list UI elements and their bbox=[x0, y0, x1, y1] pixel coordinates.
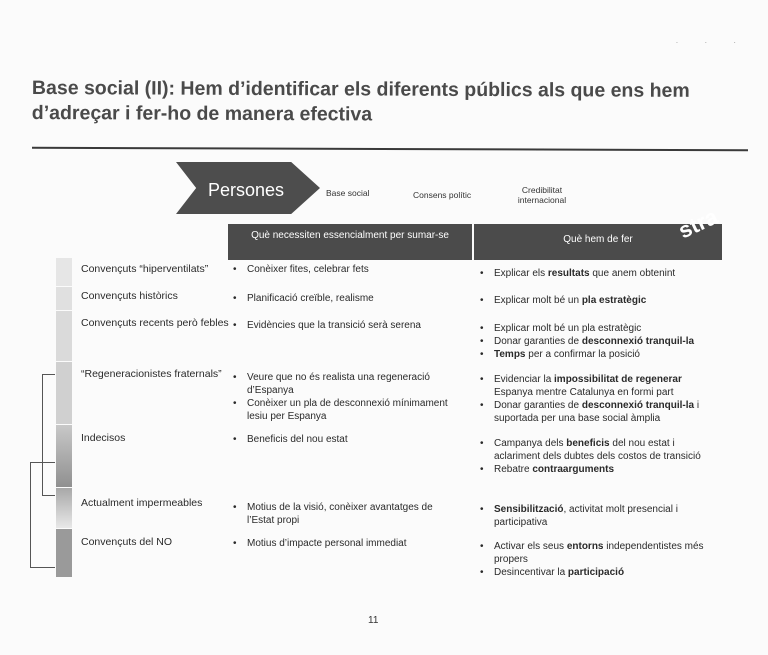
row-bar bbox=[56, 362, 72, 424]
stage-consens-politic: Consens polític bbox=[413, 190, 472, 200]
header-needs: Què necessiten essencialment per sumar-se bbox=[228, 224, 472, 260]
action-item: • Explicar molt bé un pla estratègic bbox=[480, 294, 720, 307]
actions-cell bbox=[480, 294, 720, 307]
page-number: 11 bbox=[368, 615, 379, 626]
needs-item: • Planificació creïble, realisme bbox=[233, 292, 455, 305]
action-item: • Activar els seus entorns independentistes més propers bbox=[480, 540, 720, 566]
needs-cell bbox=[233, 537, 455, 550]
stage-credibilitat: Credibilitat internacional bbox=[517, 185, 567, 205]
slide-title: Base social (II): Hem d’identificar els diferents públics als que ens hem d’adreçar i fer-ho de manera efectiva bbox=[31, 76, 690, 126]
bracket-outer bbox=[30, 462, 55, 568]
row-bar bbox=[56, 311, 72, 361]
needs-cell bbox=[233, 501, 455, 527]
row-bar bbox=[56, 529, 72, 577]
row-bar bbox=[56, 425, 72, 487]
needs-item: • Veure que no és realista una regeneració d’Espanya bbox=[233, 371, 455, 397]
action-item: • Desincentivar la participació bbox=[480, 566, 720, 579]
action-item: • Rebatre contraarguments bbox=[480, 463, 720, 476]
actions-cell bbox=[480, 373, 720, 425]
row-label: Convençuts històrics bbox=[81, 290, 178, 302]
needs-cell bbox=[233, 433, 455, 446]
needs-item: • Conèixer un pla de desconnexió mínimament lesiu per Espanya bbox=[233, 397, 455, 423]
needs-item: • Beneficis del nou estat bbox=[233, 433, 455, 446]
action-item: • Explicar els resultats que anem obtenint bbox=[480, 267, 720, 280]
needs-cell bbox=[233, 292, 455, 305]
needs-item: • Conèixer fites, celebrar fets bbox=[233, 263, 455, 276]
needs-item: • Motius d’impacte personal immediat bbox=[233, 537, 455, 550]
row-label: Convençuts del NO bbox=[81, 536, 173, 548]
chevron-label: Persones bbox=[208, 180, 285, 200]
stage-base-social: Base social bbox=[326, 188, 370, 198]
row-bar bbox=[56, 488, 72, 528]
title-divider bbox=[32, 147, 748, 151]
action-item: • Temps per a confirmar la posició bbox=[480, 348, 720, 361]
row-label: “Regeneracionistes fraternals” bbox=[81, 368, 222, 380]
actions-cell bbox=[480, 503, 720, 529]
header-actions-label: Què hem de fer bbox=[563, 234, 633, 245]
row-label: Actualment impermeables bbox=[81, 497, 203, 509]
actions-cell bbox=[480, 437, 720, 476]
row-label: Convençuts “hiperventilats” bbox=[81, 263, 209, 275]
actions-cell bbox=[480, 267, 720, 280]
row-bar bbox=[56, 287, 72, 310]
row-bar bbox=[56, 258, 72, 286]
action-item: • Donar garanties de desconnexió tranquil-la i suportada per una base social àmplia bbox=[480, 399, 720, 425]
header-overlay-text: stra bbox=[674, 203, 722, 244]
action-item: • Sensibilització, activitat molt presencial i participativa bbox=[480, 503, 720, 529]
action-item: • Donar garanties de desconnexió tranquil-la bbox=[480, 335, 720, 348]
needs-cell bbox=[233, 319, 455, 332]
needs-cell bbox=[233, 263, 455, 276]
actions-cell bbox=[480, 322, 720, 361]
row-label: Indecisos bbox=[81, 432, 126, 444]
scan-specks: · · · bbox=[675, 38, 748, 47]
action-item: • Evidenciar la impossibilitat de regenerar Espanya mentre Catalunya en formi part bbox=[480, 373, 720, 399]
action-item: • Explicar molt bé un pla estratègic bbox=[480, 322, 720, 335]
actions-cell bbox=[480, 540, 720, 579]
header-actions bbox=[474, 203, 722, 260]
needs-item: • Evidències que la transició serà serena bbox=[233, 319, 455, 332]
action-item: • Campanya dels beneficis del nou estat i aclariment dels dubtes dels costos de transició bbox=[480, 437, 720, 463]
needs-cell bbox=[233, 371, 455, 423]
needs-item: • Motius de la visió, conèixer avantatges de l’Estat propi bbox=[233, 501, 455, 527]
row-label: Convençuts recents però febles bbox=[81, 317, 229, 329]
